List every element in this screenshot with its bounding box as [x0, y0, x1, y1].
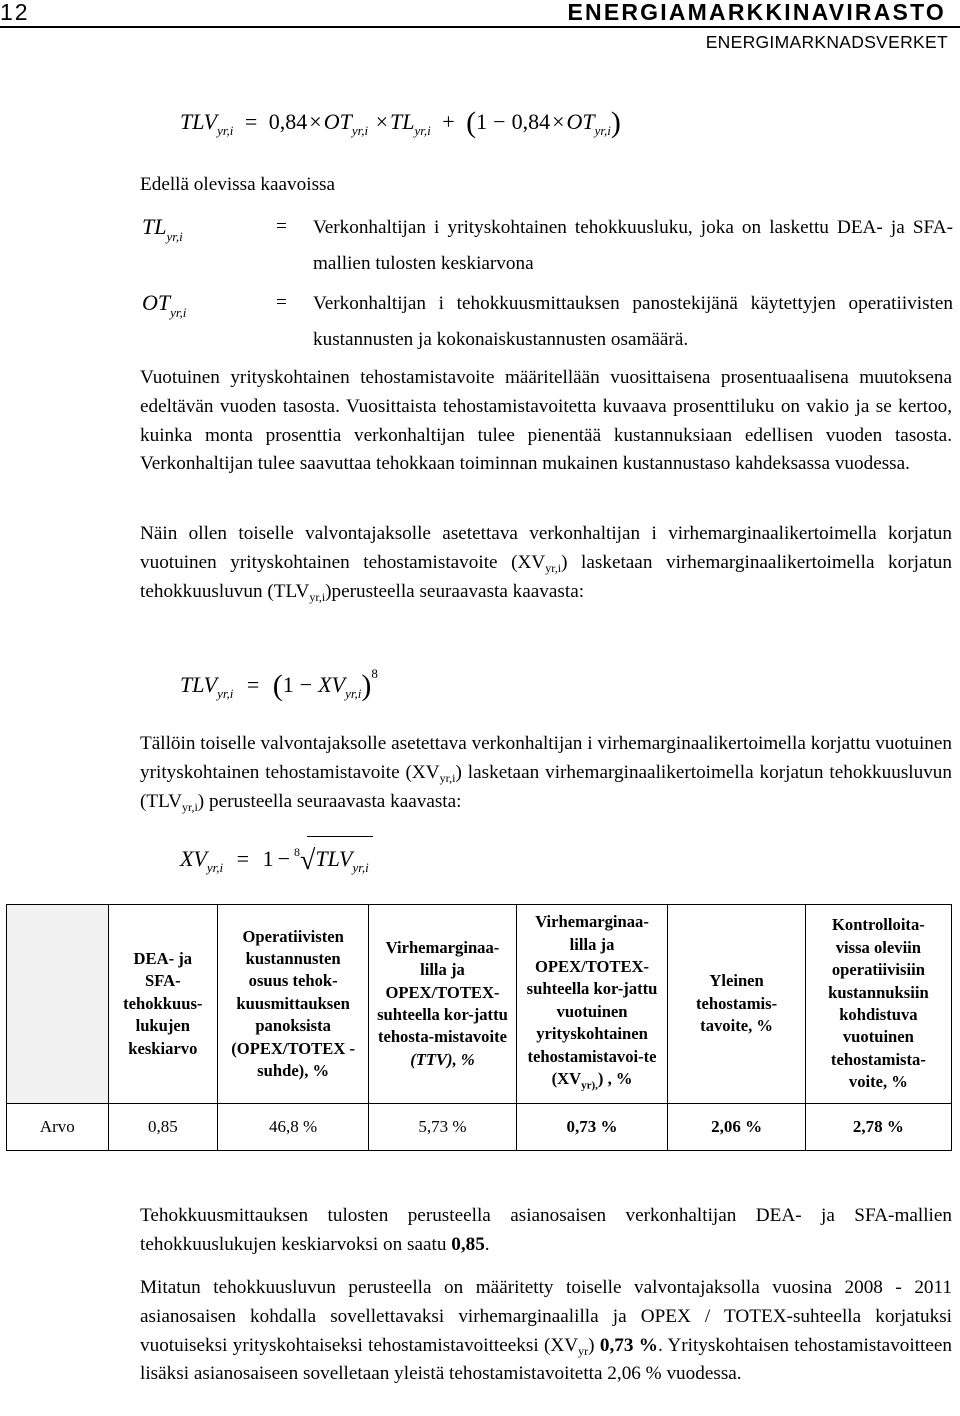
paragraph-second-period: Näin ollen toiselle valvontajaksolle asetettava verkonhaltijan i virhemarginaalikertoimella korjatun vuotuinen yrityskohtainen tehostamistavoite $(XV_{yr,i})$ lasketaan virhemarginaalikertoimella korjatun tehokkuusluvun $(TLV_{yr,i})perusteella$ seuraavasta kaavasta: [140, 523, 952, 604]
paragraph-annual-target: Vuotuinen yrityskohtainen tehostamistavoite määritellään vuosittaisena prosentuaalisena muutoksena edeltävän vuoden tasosta. Vuosittaista tehostamistavoitetta kuvaava prosenttiluku on vakio ja se kertoo, kuinka monta prosenttia verkonhaltijan tulee pienentää kustannuksiaan edellisen vuoden tasosta. Verkonhaltijan tulee saavuttaa tehokkaan toiminnan mukainen kustannustaso kahdeksassa vuodessa. [140, 367, 952, 475]
definition-text-ot: Verkonhaltijan i tehokkuusmittauksen panostekijänä käytettyjen operatiivisten kustannusten ja kokonaiskustannusten osamäärä. [313, 293, 953, 350]
sqrt-overline [307, 836, 373, 837]
table-header-cell: Operatiivisten kustannusten osuus tehok-kuusmittauksen panoksista (OPEX/TOTEX -suhde), % [218, 905, 369, 1104]
table-header-cell: Virhemarginaa-lilla ja OPEX/TOTEX-suhteella kor-jattu tehosta-mistavoite (TTV), % [369, 905, 516, 1104]
formula-tlv-from-xv: $TLV_{yr,i} = (1 - XV_{yr,i})^8$ [180, 666, 378, 702]
table-cell: 5,73 % [369, 1104, 516, 1151]
table-header-cell: Yleinen tehostamis-tavoite, % [668, 905, 805, 1104]
table-cell: 2,06 % [668, 1104, 805, 1151]
paragraph-efficiency-result: Tehokkuusmittauksen tulosten perusteella asianosaisen verkonhaltijan DEA- ja SFA-mallien tehokkuuslukujen keskiarvoksi on saatu 0,85. [140, 1205, 952, 1255]
definition-equals: = [276, 216, 287, 237]
table-row [7, 1104, 952, 1151]
table-cell: 0,73 % [516, 1104, 668, 1151]
paragraph-final-target: Mitatun tehokkuusluvun perusteella on määritetty toiselle valvontajaksolla vuosina 2008 - 2011 asianosaisen kohdalla sovellettavaksi virhemarginaalilla ja OPEX / TOTEX-suhteella korjatuksi vuotuiseksi yrityskohtaiseksi tehostamistavoitteeksi $(XV_{yr})$ 0,73 %. Yrityskohtaisen tehostamistavoitteen lisäksi asianosaiseen sovelletaan yleistä tehostamistavoitetta 2,06 % vuodessa. [140, 1277, 953, 1385]
table-header-cell [7, 905, 109, 1104]
formula-tlv: $TLV_{yr,i} = 0,84\times OT_{yr,i} \times TL_{yr,i} + (1 - 0,84\times OT_{yr,i})$ [180, 106, 621, 139]
table-header-cell: Virhemarginaa-lilla ja OPEX/TOTEX-suhteella kor-jattu vuotuinen yrityskohtainen tehostamistavoi-te $(XV_{yr),})$ , % [516, 905, 668, 1104]
efficiency-target-table [6, 904, 952, 1151]
table-cell: Arvo [7, 1104, 109, 1151]
definition-symbol-ot: $OT_{yr,i}$ [142, 290, 187, 320]
table-cell: 46,8 % [218, 1104, 369, 1151]
page-number: 12 [0, 0, 30, 25]
org-name-finnish: ENERGIAMARKKINAVIRASTO [567, 0, 946, 25]
table-cell: 0,85 [108, 1104, 217, 1151]
definition-text-tl: Verkonhaltijan i yrityskohtainen tehokkuusluku, joka on laskettu DEA- ja SFA-mallien tulosten keskiarvona [313, 217, 953, 274]
formula-xv: $XV_{yr,i} = 1 - ^8√TLV_{yr,i}$ [180, 845, 369, 876]
definition-symbol-tl: $TL_{yr,i}$ [142, 214, 183, 244]
org-name-swedish: ENERGIMARKNADSVERKET [705, 32, 948, 52]
paragraph-xv-derivation: Tällöin toiselle valvontajaksolle asetettava verkonhaltijan i virhemarginaalikertoimella korjattu vuotuinen yrityskohtainen tehostamistavoite $(XV_{yr,i})$ lasketaan virhemarginaalikertoimella korjatun tehokkuusluvun $(TLV_{yr,i})$ perusteella seuraavasta kaavasta: [140, 733, 952, 814]
definitions-intro: Edellä olevissa kaavoissa [140, 174, 336, 195]
definition-equals: = [276, 292, 287, 313]
table-header-cell: Kontrolloita-vissa oleviin operatiivisiin kustannuksiin kohdistuva vuotuinen tehostamista-voite, % [805, 905, 951, 1104]
table-cell: 2,78 % [805, 1104, 951, 1151]
table-header-cell: DEA- ja SFA-tehokkuus-lukujen keskiarvo [108, 905, 217, 1104]
table-header-row [7, 905, 952, 1104]
